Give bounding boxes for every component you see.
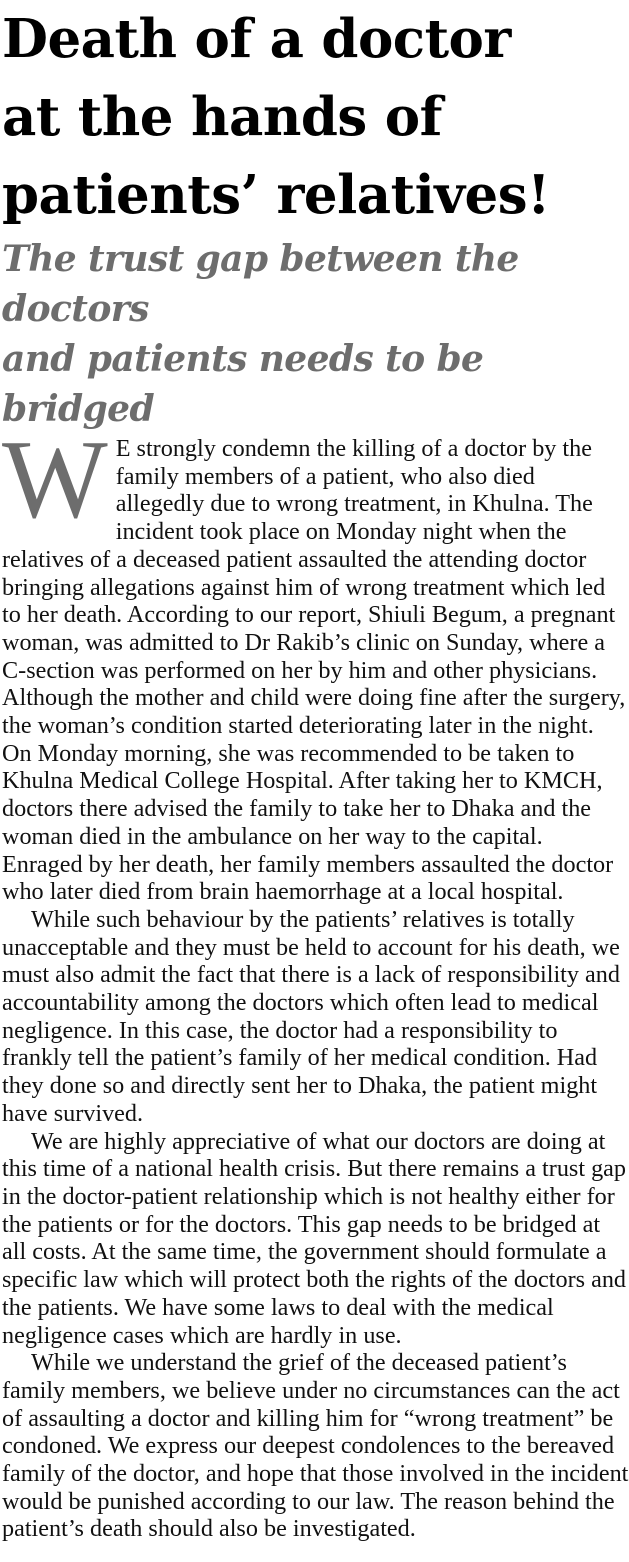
paragraph-1 bbox=[2, 418, 629, 906]
headline bbox=[2, 0, 629, 234]
paragraph-4: While we understand the grief of the deceased patient’s family members, we believe under no circumstances can the act of assaulting a doctor and killing him for “wrong treatment” be condoned. We express our deepest condolences to the bereaved family of the doctor, and hope that those involved in the incident would be punished according to our law. The reason behind the patient’s death should also be investigated. bbox=[2, 1349, 629, 1543]
subheadline-line-1: The trust gap between the doctors bbox=[2, 238, 519, 330]
paragraph-1-text: E strongly condemn the killing of a doctor by the family members of a patient, who also died allegedly due to wrong treatment, in Khulna. The incident took place on Monday night when the relatives of a deceased patient assaulted the attending doctor bringing allegations against him of wrong treatment which led to her death. According to our report, Shiuli Begum, a pregnant woman, was admitted to Dr Rakib’s clinic on Sunday, where a C-section was performed on her by him and other physicians. Although the mother and child were doing fine after the surgery, the woman’s condition started deteriorating later in the night. On Monday morning, she was recommended to be taken to Khulna Medical College Hospital. After taking her to KMCH, doctors there advised the family to take her to Dhaka and the woman died in the ambulance on her way to the capital. Enraged by her death, her family members assaulted the doctor who later died from brain haemorrhage at a local hospital. bbox=[2, 435, 626, 906]
headline-line-2: at the hands of bbox=[2, 86, 442, 148]
paragraph-3: We are highly appreciative of what our doctors are doing at this time of a national health crisis. But there remains a trust gap in the doctor-patient relationship which is not healthy either for the patients or for the doctors. This gap needs to be bridged at all costs. At the same time, the government should formulate a specific law which will protect both the rights of the doctors and the patients. We have some laws to deal with the medical negligence cases which are hardly in use. bbox=[2, 1127, 627, 1349]
subheadline-line-2: and patients needs to be bridged bbox=[2, 338, 484, 430]
headline-line-3: patients’ relatives! bbox=[2, 164, 550, 226]
drop-cap: W bbox=[2, 418, 108, 542]
headline-line-1: Death of a doctor bbox=[2, 8, 511, 70]
paragraph-2: While such behaviour by the patients’ relatives is totally unacceptable and they must be held to account for his death, we must also admit the fact that there is a lack of responsibility and accountability among the doctors which often lead to medical negligence. In this case, the doctor had a responsibility to frankly tell the patient’s family of her medical condition. Had they done so and directly sent her to Dhaka, the patient might have survived. bbox=[2, 905, 620, 1127]
article-body bbox=[2, 418, 629, 1543]
subheadline bbox=[2, 234, 629, 434]
